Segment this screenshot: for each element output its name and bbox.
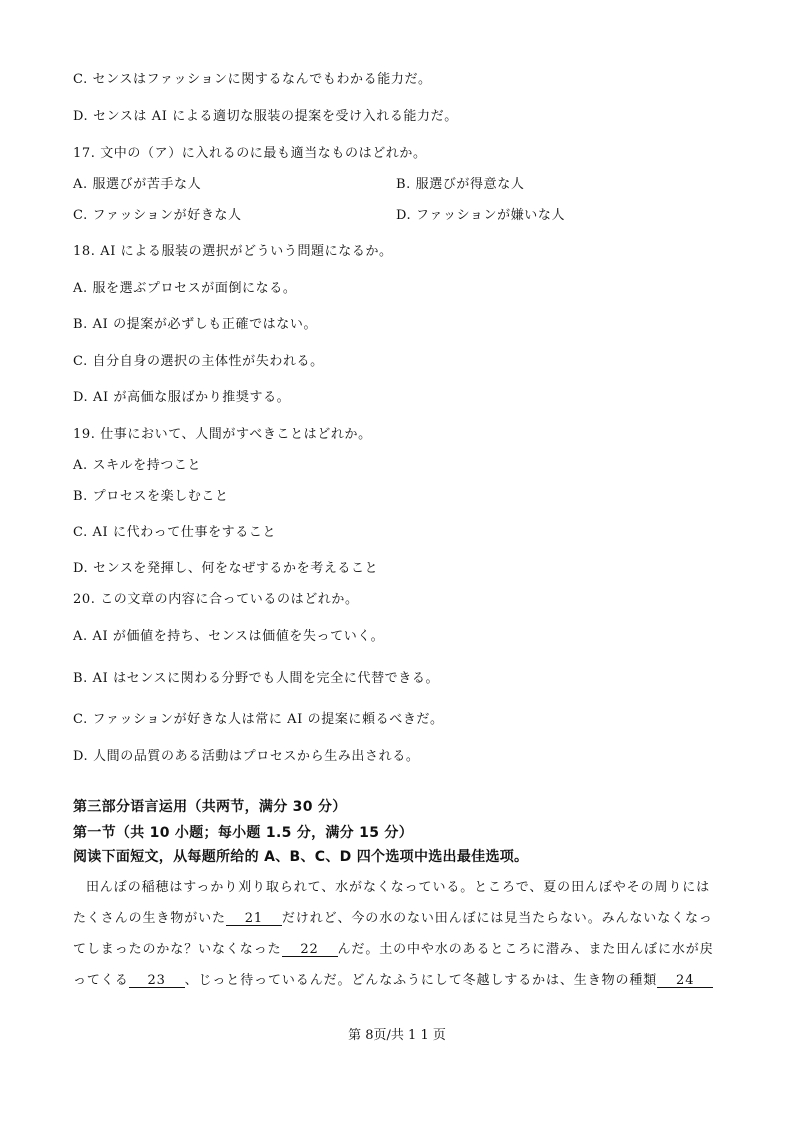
passage-text: ってくる: [73, 973, 129, 988]
q20-option-d: D. 人間の品質のある活動はプロセスから生み出される。: [73, 749, 420, 764]
blank-21[interactable]: 21: [226, 912, 282, 926]
blank-22[interactable]: 22: [282, 943, 338, 957]
section-instruction: 阅读下面短文，从每题所给的 A、B、C、D 四个选项中选出最佳选项。: [73, 849, 529, 865]
section-title: 第三部分语言运用（共两节，满分 30 分）: [73, 799, 347, 815]
passage-line-2: [73, 907, 723, 926]
passage-text: 、じっと待っているんだ。どんなふうにして冬越しするかは、生き物の種類: [184, 973, 658, 988]
q18-stem: 18. AI による服装の選択がどういう問題になるか。: [73, 244, 393, 259]
q17-option-a: A. 服選びが苦手な人: [73, 177, 202, 192]
q18-option-d: D. AI が高価な服ばかり推奨する。: [73, 390, 291, 405]
passage-text: たくさんの生き物がいた: [73, 911, 226, 926]
q19-option-c: C. AI に代わって仕事をすること: [73, 525, 277, 540]
passage-text: だけれど、今の水のない田んぼには見当たらない。みんないなくなっ: [281, 911, 713, 926]
q17-option-b: B. 服選びが得意な人: [396, 177, 525, 192]
q17-stem: 17. 文中の（ア）に入れるのに最も適当なものはどれか。: [73, 146, 427, 161]
section-subtitle: 第一节（共 10 小题；每小题 1.5 分，满分 15 分）: [73, 825, 414, 841]
passage-line-4: [73, 969, 723, 988]
blank-24[interactable]: 24: [657, 974, 713, 988]
passage-text: てしまったのかな？いなくなった: [73, 942, 282, 957]
blank-23[interactable]: 23: [129, 974, 185, 988]
q19-stem: 19. 仕事において、人間がすべきことはどれか。: [73, 427, 372, 442]
q19-option-a: A. スキルを持つこと: [73, 458, 202, 473]
q17-option-d: D. ファッションが嫌いな人: [396, 208, 566, 223]
q20-option-a: A. AI が価値を持ち、センスは価値を失っていく。: [73, 629, 385, 644]
q18-option-b: B. AI の提案が必ずしも正確ではない。: [73, 317, 318, 332]
q17-option-c: C. ファッションが好きな人: [73, 208, 242, 223]
q16-option-c: C. センスはファッションに関するなんでもわかる能力だ。: [73, 72, 432, 87]
q20-stem: 20. この文章の内容に合っているのはどれか。: [73, 592, 359, 607]
q19-option-b: B. プロセスを楽しむこと: [73, 489, 229, 504]
passage-text: んだ。土の中や水のあるところに潜み、また田んぼに水が戻: [337, 942, 714, 957]
passage-line-1: 田んぼの稲穂はすっかり刈り取られて、水がなくなっている。ところで、夏の田んぼやその周りには: [86, 880, 711, 895]
q20-option-c: C. ファッションが好きな人は常に AI の提案に頼るべきだ。: [73, 712, 444, 727]
q16-option-d: D. センスは AI による適切な服装の提案を受け入れる能力だ。: [73, 109, 458, 124]
q18-option-a: A. 服を選ぶプロセスが面倒になる。: [73, 281, 297, 296]
passage-line-3: [73, 938, 723, 957]
q20-option-b: B. AI はセンスに関わる分野でも人間を完全に代替できる。: [73, 671, 440, 686]
q19-option-d: D. センスを発揮し、何をなぜするかを考えること: [73, 561, 379, 576]
page-number: 第 8页/共 1 1 页: [348, 1028, 446, 1043]
q18-option-c: C. 自分自身の選択の主体性が失われる。: [73, 354, 324, 369]
